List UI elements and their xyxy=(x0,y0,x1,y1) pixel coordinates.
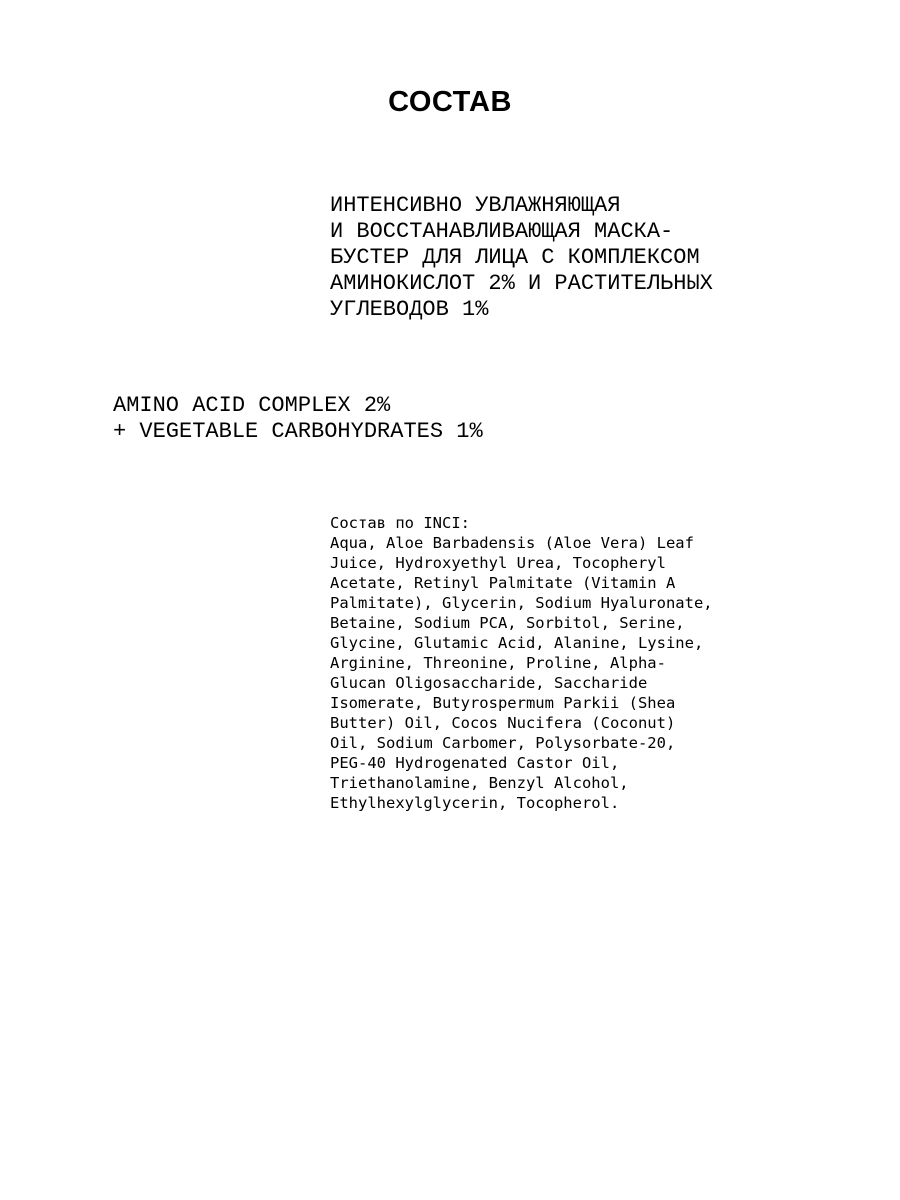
product-name-line: АМИНОКИСЛОТ 2% И РАСТИТЕЛЬНЫХ xyxy=(330,271,713,296)
inci-line: Acetate, Retinyl Palmitate (Vitamin A xyxy=(330,574,676,592)
inci-line: PEG-40 Hydrogenated Castor Oil, xyxy=(330,754,620,772)
inci-heading: Состав по INCI: xyxy=(330,514,470,532)
inci-line: Ethylhexylglycerin, Tocopherol. xyxy=(330,794,620,812)
product-name-line: БУСТЕР ДЛЯ ЛИЦА С КОМПЛЕКСОМ xyxy=(330,245,700,270)
inci-line: Arginine, Threonine, Proline, Alpha- xyxy=(330,654,666,672)
active-complex xyxy=(113,393,713,445)
inci-line: Aqua, Aloe Barbadensis (Aloe Vera) Leaf xyxy=(330,534,694,552)
inci-line: Glucan Oligosaccharide, Saccharide xyxy=(330,674,648,692)
inci-line: Betaine, Sodium PCA, Sorbitol, Serine, xyxy=(330,614,685,632)
product-name-line: ИНТЕНСИВНО УВЛАЖНЯЮЩАЯ xyxy=(330,193,621,218)
active-complex-line: + VEGETABLE CARBOHYDRATES 1% xyxy=(113,419,483,444)
page-title: СОСТАВ xyxy=(388,86,512,118)
active-complex-line: AMINO ACID COMPLEX 2% xyxy=(113,393,391,418)
inci-line: Palmitate), Glycerin, Sodium Hyaluronate, xyxy=(330,594,713,612)
product-name-line: УГЛЕВОДОВ 1% xyxy=(330,297,489,322)
inci-line: Butter) Oil, Cocos Nucifera (Coconut) xyxy=(330,714,676,732)
product-name-line: И ВОССТАНАВЛИВАЮЩАЯ МАСКА- xyxy=(330,219,674,244)
inci-line: Oil, Sodium Carbomer, Polysorbate-20, xyxy=(330,734,676,752)
inci-line: Juice, Hydroxyethyl Urea, Tocopheryl xyxy=(330,554,666,572)
product-name xyxy=(330,193,800,323)
inci-line: Isomerate, Butyrospermum Parkii (Shea xyxy=(330,694,676,712)
inci-ingredients xyxy=(330,513,800,813)
inci-line: Glycine, Glutamic Acid, Alanine, Lysine, xyxy=(330,634,704,652)
inci-line: Triethanolamine, Benzyl Alcohol, xyxy=(330,774,629,792)
